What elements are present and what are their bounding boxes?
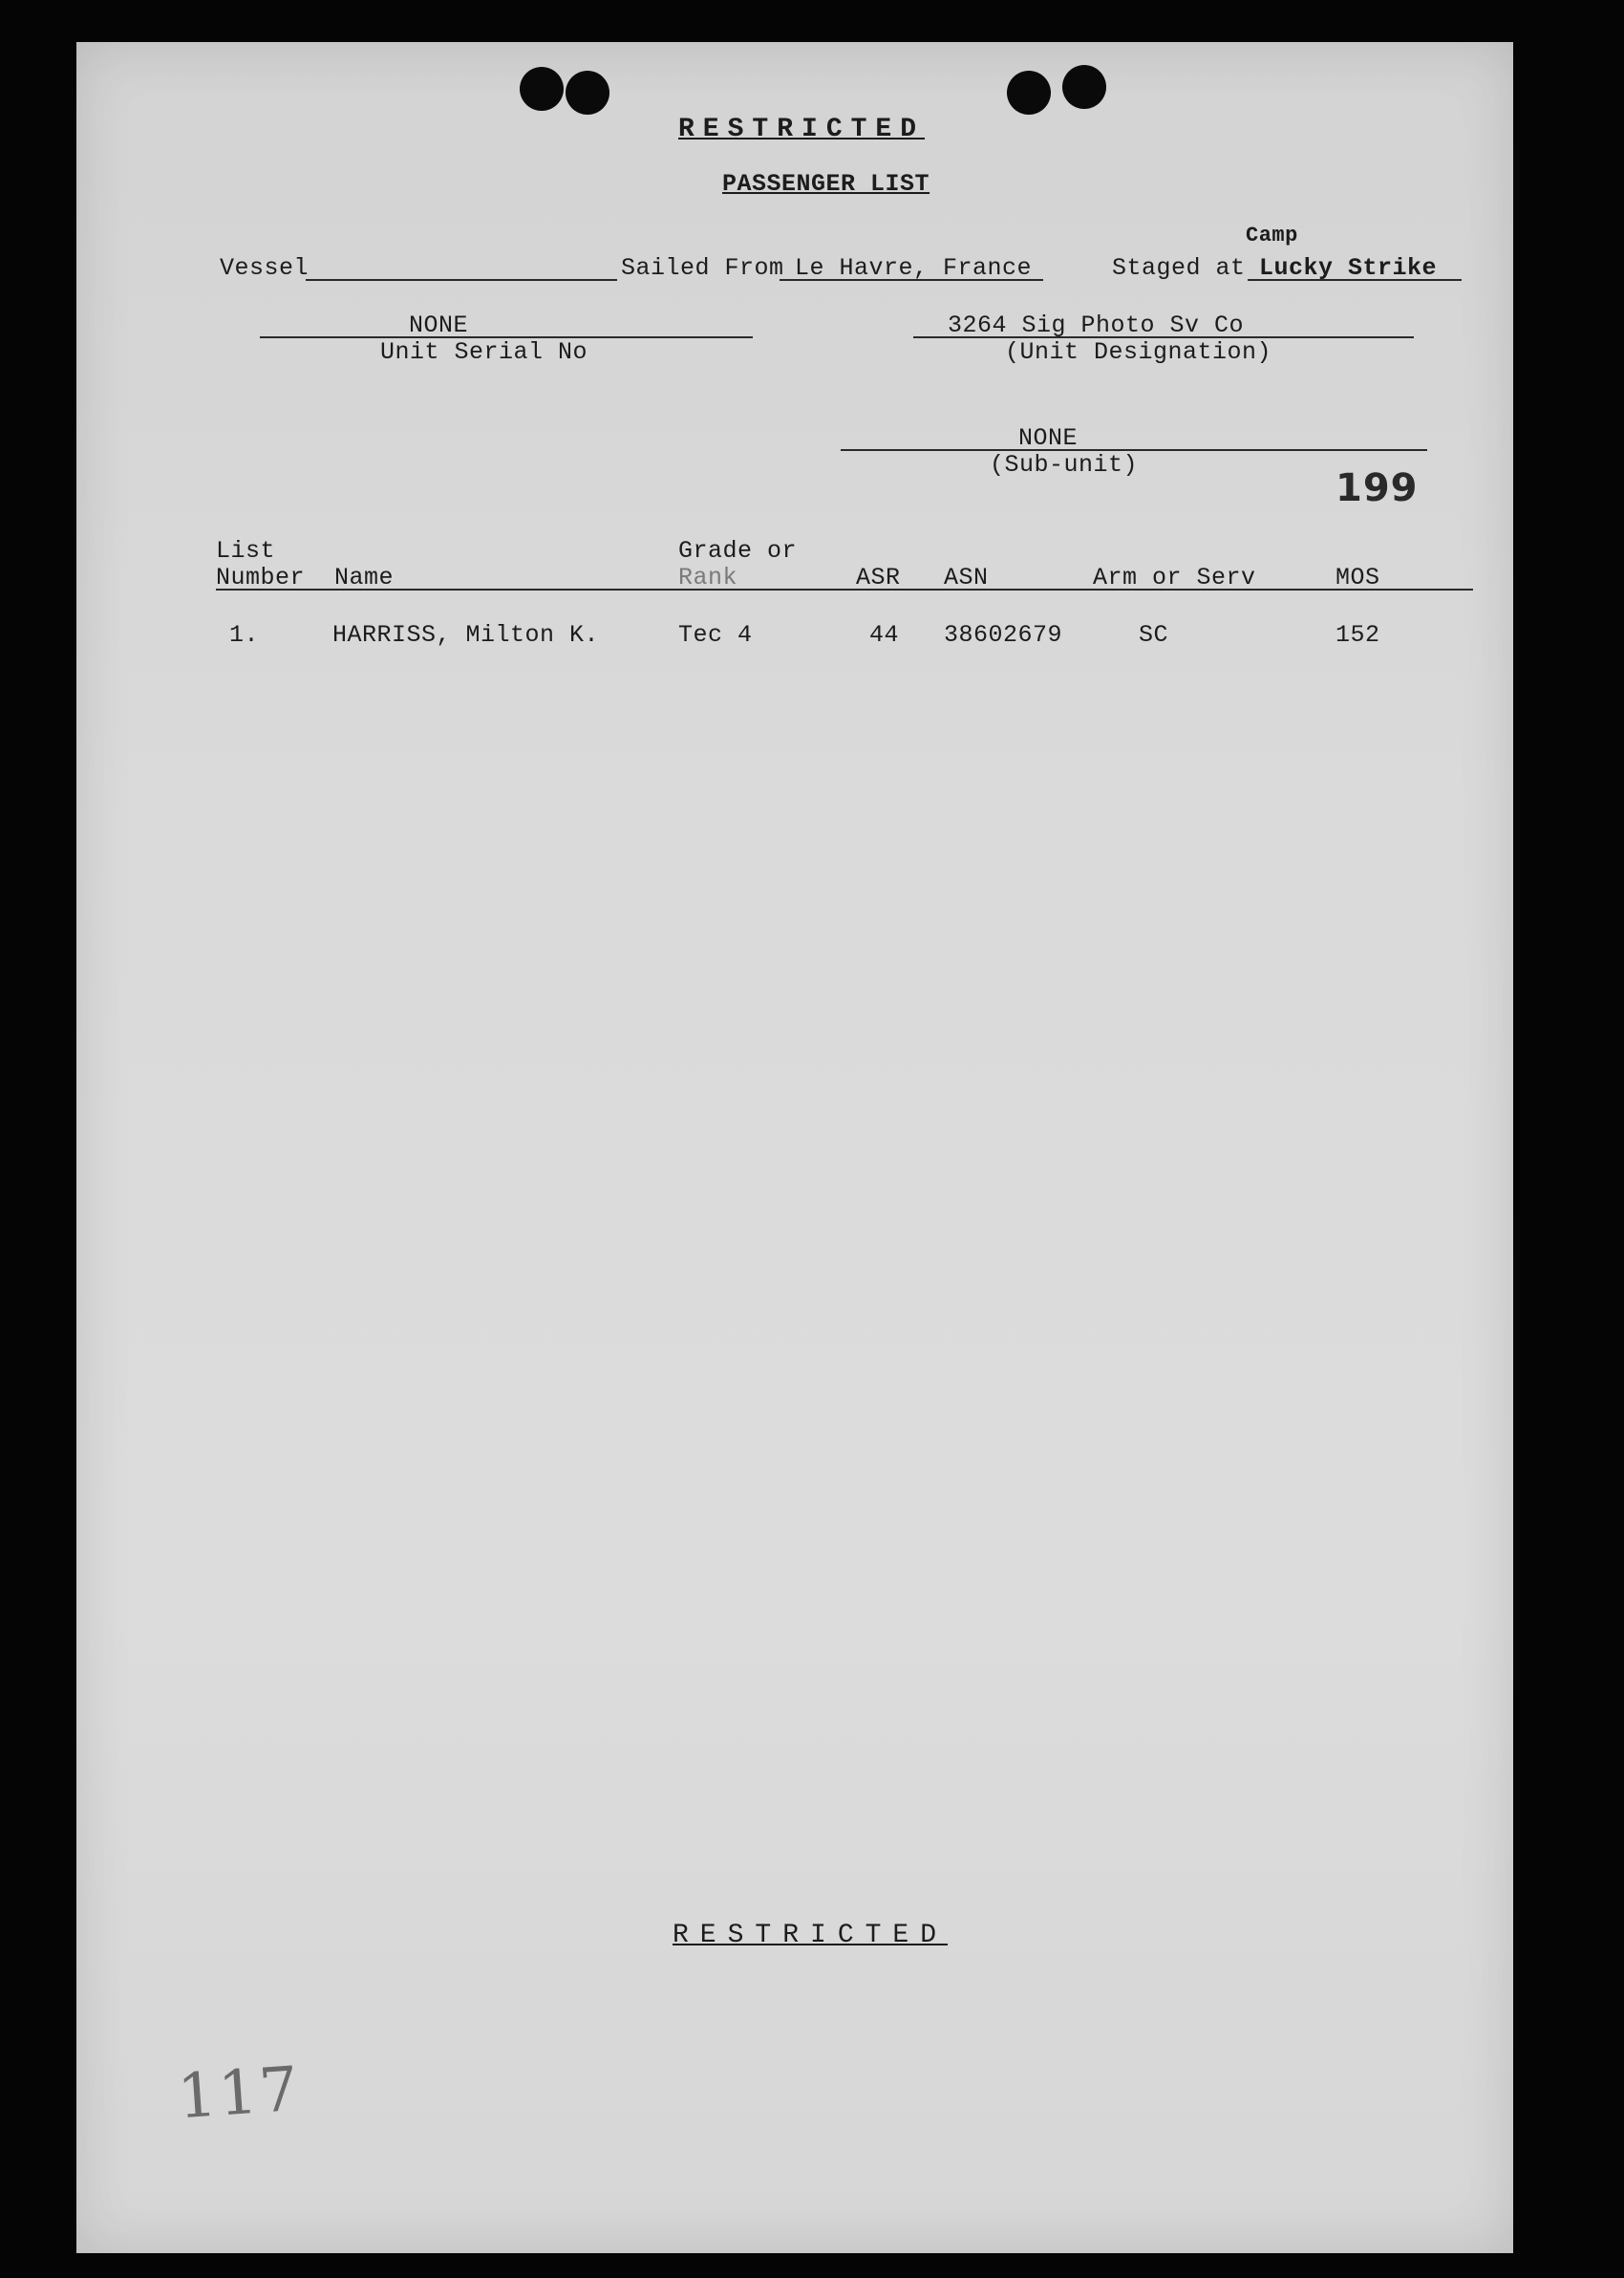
col-header-list-2: Number bbox=[216, 564, 306, 591]
unit-serial-label: Unit Serial No bbox=[380, 338, 588, 366]
col-header-list-1: List bbox=[216, 537, 276, 565]
sailed-from-value: Le Havre, France bbox=[795, 254, 1033, 282]
page-title: PASSENGER LIST bbox=[722, 170, 930, 198]
camp-note: Camp bbox=[1246, 224, 1298, 247]
punch-hole-left-2 bbox=[566, 71, 609, 115]
col-header-asn: ASN bbox=[944, 564, 989, 591]
col-header-name: Name bbox=[334, 564, 395, 591]
vessel-underline bbox=[306, 279, 617, 281]
row-grade: Tec 4 bbox=[678, 621, 753, 649]
row-name: HARRISS, Milton K. bbox=[332, 621, 600, 649]
row-arm: SC bbox=[1139, 621, 1169, 649]
sailed-from-label: Sailed From bbox=[621, 254, 784, 282]
row-asr: 44 bbox=[869, 621, 900, 649]
row-asn: 38602679 bbox=[944, 621, 1063, 649]
document-page bbox=[76, 42, 1513, 2253]
row-mos: 152 bbox=[1336, 621, 1380, 649]
page-stamp-number: 199 bbox=[1336, 466, 1419, 510]
header-classification: RESTRICTED bbox=[678, 115, 926, 144]
punch-hole-right-2 bbox=[1062, 65, 1106, 109]
unit-designation-value: 3264 Sig Photo Sv Co bbox=[948, 312, 1245, 339]
row-list-number: 1. bbox=[229, 621, 260, 649]
col-header-grade-1: Grade or bbox=[678, 537, 798, 565]
unit-serial-value: NONE bbox=[409, 312, 469, 339]
subunit-label: (Sub-unit) bbox=[990, 451, 1139, 479]
staged-at-value: Lucky Strike bbox=[1259, 254, 1438, 282]
unit-designation-label: (Unit Designation) bbox=[1005, 338, 1272, 366]
table-header-rule bbox=[216, 589, 1473, 591]
staged-at-label: Staged at bbox=[1112, 254, 1246, 282]
col-header-mos: MOS bbox=[1336, 564, 1380, 591]
col-header-grade-2: Rank bbox=[678, 564, 738, 591]
subunit-value: NONE bbox=[1018, 424, 1079, 452]
footer-classification: RESTRICTED bbox=[673, 1921, 949, 1950]
handwritten-number: 117 bbox=[175, 2053, 303, 2134]
col-header-arm: Arm or Serv bbox=[1093, 564, 1256, 591]
col-header-asr: ASR bbox=[856, 564, 901, 591]
punch-hole-left-1 bbox=[520, 67, 564, 111]
vessel-label: Vessel bbox=[220, 254, 310, 282]
punch-hole-right-1 bbox=[1007, 71, 1051, 115]
